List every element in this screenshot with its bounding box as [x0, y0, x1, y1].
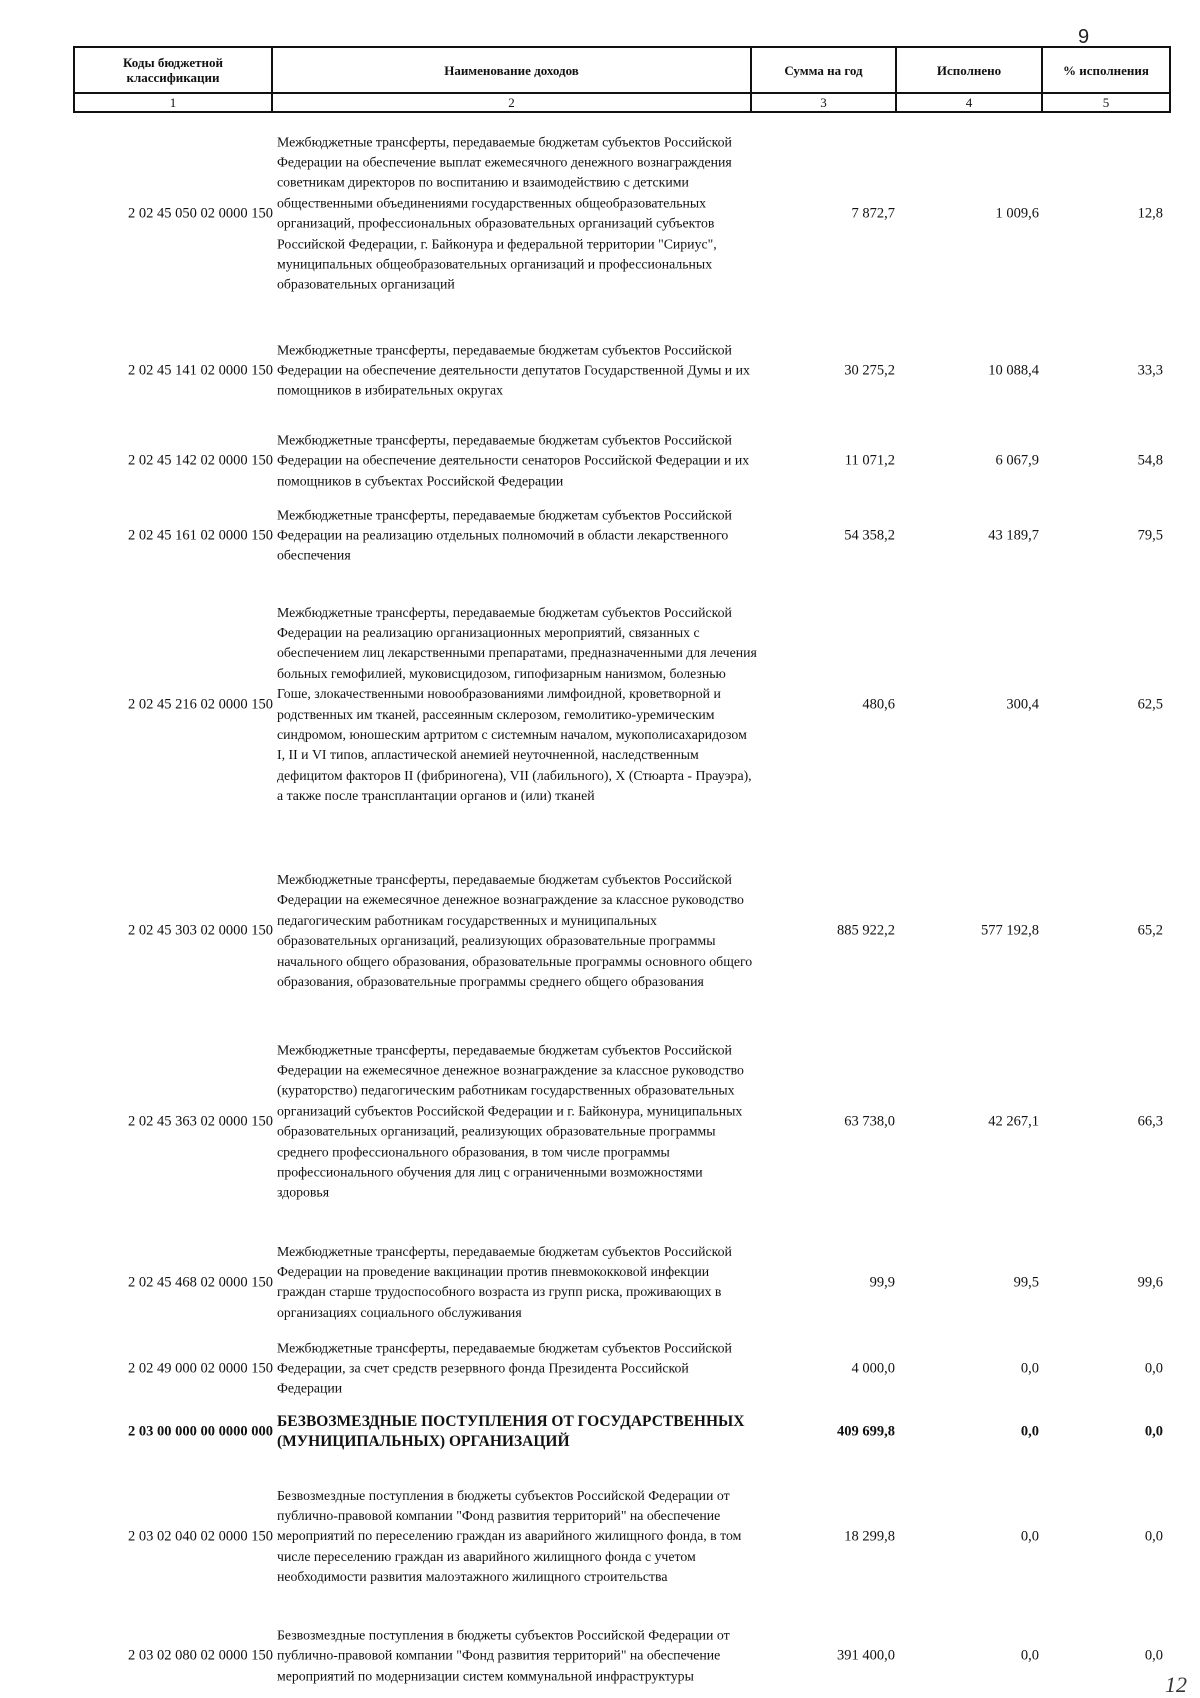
- table-row: [73, 1337, 1169, 1400]
- row-name: Межбюджетные трансферты, передаваемые бюджетам субъектов Российской Федерации, за счет средств резервного фонда Президента Российской Федерации: [277, 1339, 732, 1396]
- row-name: Безвозмездные поступления в бюджеты субъектов Российской Федерации от публично-правовой компании "Фонд развития территорий" на обеспечение мероприятий по модернизации систем коммунальной инфраструктуры: [277, 1627, 730, 1684]
- row-code: 2 03 02 040 02 0000 150: [128, 1528, 273, 1544]
- row-code: 2 02 45 142 02 0000 150: [128, 452, 273, 469]
- row-percent: 62,5: [1137, 696, 1163, 712]
- header-executed: Исполнено: [896, 47, 1042, 93]
- row-percent: 12,8: [1137, 205, 1163, 221]
- table-row: [73, 1614, 1169, 1698]
- row-annual-sum: 99,9: [869, 1274, 895, 1290]
- row-percent: 66,3: [1137, 1113, 1163, 1129]
- row-code: 2 02 45 468 02 0000 150: [128, 1274, 273, 1290]
- row-annual-sum: 18 299,8: [844, 1528, 895, 1544]
- row-executed: 300,4: [1006, 696, 1039, 712]
- row-name: Межбюджетные трансферты, передаваемые бюджетам субъектов Российской Федерации на реализацию организационных мероприятий, связанных с обеспечением лиц лекарственными препаратами, предназначенными для лечения больных гемофилией, муковисцидозом, гипофизарным нанизмом, болезнью Гоше, злокачественными новообразованиями лимфоидной, кроветворной и родственных им тканей, рассеянным склерозом, гемолитико-уремическим синдромом, юношеским артритом с системным началом, мукополисахаридозом I, II и VI типов, апластической анемией неуточненной, наследственным дефицитом факторов II (фибриногена), VII (лабильного), X (Стюарта - Прауэра), а также после трансплантации органов и (или) тканей: [277, 604, 757, 804]
- row-annual-sum: 409 699,8: [837, 1423, 895, 1440]
- row-code: 2 02 45 141 02 0000 150: [128, 362, 273, 378]
- row-code: 2 02 49 000 02 0000 150: [128, 1360, 273, 1376]
- header-col-number: 5: [1042, 93, 1170, 112]
- row-annual-sum: 30 275,2: [844, 362, 895, 378]
- row-executed: 0,0: [1020, 1423, 1039, 1440]
- row-code: 2 03 00 000 00 0000 000: [128, 1423, 273, 1440]
- table-row: [73, 582, 1169, 827]
- row-annual-sum: 63 738,0: [844, 1113, 895, 1129]
- row-executed: 99,5: [1013, 1274, 1039, 1290]
- header-execution-percent: % исполнения: [1042, 47, 1170, 93]
- row-executed: 0,0: [1020, 1647, 1039, 1664]
- header-codes: Коды бюджетной классификации: [74, 47, 272, 93]
- header-col-number: 2: [272, 93, 751, 112]
- row-name: БЕЗВОЗМЕЗДНЫЕ ПОСТУПЛЕНИЯ ОТ ГОСУДАРСТВЕННЫХ (МУНИЦИПАЛЬНЫХ) ОРГАНИЗАЦИЙ: [277, 1413, 745, 1450]
- header-col-number: 1: [74, 93, 272, 112]
- row-name: Безвозмездные поступления в бюджеты субъектов Российской Федерации от публично-правовой компании "Фонд развития территорий" на обеспечение мероприятий по переселению граждан из аварийного жилищного фонда, в том числе переселению граждан из аварийного жилищного фонда с учетом необходимости развития малоэтажного жилищного строительства: [277, 1487, 742, 1585]
- header-col-number: 4: [896, 93, 1042, 112]
- handwritten-page-mark: 12: [1165, 1672, 1187, 1697]
- row-code: 2 02 45 303 02 0000 150: [128, 922, 273, 939]
- row-name: Межбюджетные трансферты, передаваемые бюджетам субъектов Российской Федерации на ежемесячное денежное вознаграждение за классное руководство (кураторство) педагогическим работникам государственных образовательных организаций субъектов Российской Федерации и г. Байконура, муниципальных образовательных организаций, реализующих образовательные программы среднего профессионального образования, в том числе программы профессионального обучения для лиц с ограниченными возможностями здоровья: [277, 1041, 744, 1200]
- row-percent: 65,2: [1137, 922, 1163, 939]
- row-executed: 0,0: [1020, 1528, 1039, 1544]
- row-annual-sum: 54 358,2: [844, 527, 895, 543]
- row-executed: 577 192,8: [981, 922, 1039, 939]
- row-executed: 0,0: [1020, 1360, 1039, 1376]
- table-header: [73, 46, 1171, 113]
- row-name: Межбюджетные трансферты, передаваемые бюджетам субъектов Российской Федерации на обеспечение деятельности сенаторов Российской Федерации и их помощников в субъектах Российской Федерации: [277, 432, 750, 489]
- row-annual-sum: 480,6: [862, 696, 895, 712]
- table-row: [73, 130, 1169, 297]
- row-annual-sum: 4 000,0: [851, 1360, 895, 1376]
- table-row: [73, 1474, 1169, 1599]
- row-name: Межбюджетные трансферты, передаваемые бюджетам субъектов Российской Федерации на реализацию отдельных полномочий в области лекарственного обеспечения: [277, 506, 732, 563]
- row-name: Межбюджетные трансферты, передаваемые бюджетам субъектов Российской Федерации на проведение вакцинации против пневмококковой инфекции граждан старше трудоспособного возраста из групп риска, проживающих в организациях социального обслуживания: [277, 1243, 732, 1320]
- row-percent: 79,5: [1137, 527, 1163, 543]
- header-name: Наименование доходов: [272, 47, 751, 93]
- row-percent: 0,0: [1144, 1528, 1163, 1544]
- table-row: [73, 339, 1169, 402]
- table-row: [73, 1029, 1169, 1214]
- row-code: 2 02 45 050 02 0000 150: [128, 205, 273, 221]
- row-executed: 1 009,6: [995, 205, 1039, 221]
- row-percent: 99,6: [1137, 1274, 1163, 1290]
- table-row: [73, 1230, 1169, 1335]
- header-annual-sum: Сумма на год: [751, 47, 896, 93]
- row-annual-sum: 391 400,0: [837, 1647, 895, 1664]
- header-col-number: 3: [751, 93, 896, 112]
- row-executed: 43 189,7: [988, 527, 1039, 543]
- row-code: 2 02 45 161 02 0000 150: [128, 527, 273, 543]
- row-name: Межбюджетные трансферты, передаваемые бюджетам субъектов Российской Федерации на ежемесячное денежное вознаграждение за классное руководство педагогическим работникам государственных и муниципальных образовательных организаций, реализующих образовательные программы начального общего образования, образовательные программы основного общего образования, образовательные программы среднего общего образования: [277, 871, 753, 989]
- table-row: [73, 504, 1169, 567]
- row-percent: 0,0: [1144, 1647, 1163, 1664]
- row-code: 2 02 45 216 02 0000 150: [128, 696, 273, 712]
- row-executed: 42 267,1: [988, 1113, 1039, 1129]
- row-percent: 0,0: [1144, 1360, 1163, 1376]
- row-executed: 10 088,4: [988, 362, 1039, 378]
- row-code: 2 03 02 080 02 0000 150: [128, 1647, 273, 1664]
- page-number: 9: [1078, 26, 1090, 48]
- row-annual-sum: 7 872,7: [851, 205, 895, 221]
- table-row: [73, 419, 1169, 503]
- row-annual-sum: 11 071,2: [844, 452, 895, 469]
- row-percent: 0,0: [1144, 1423, 1163, 1440]
- table-row-section-total: [73, 1401, 1169, 1463]
- row-annual-sum: 885 922,2: [837, 922, 895, 939]
- row-percent: 33,3: [1137, 362, 1163, 378]
- row-code: 2 02 45 363 02 0000 150: [128, 1113, 273, 1129]
- row-name: Межбюджетные трансферты, передаваемые бюджетам субъектов Российской Федерации на обеспечение деятельности депутатов Государственной Думы и их помощников в избирательных округах: [277, 341, 750, 398]
- row-percent: 54,8: [1137, 452, 1163, 469]
- row-executed: 6 067,9: [995, 452, 1039, 469]
- table-row: [73, 858, 1169, 1004]
- row-name: Межбюджетные трансферты, передаваемые бюджетам субъектов Российской Федерации на обеспечение выплат ежемесячного денежного вознаграждения советникам директоров по воспитанию и взаимодействию с детскими общественными объединениями государственных общеобразовательных организаций, профессиональных образовательных организаций субъектов Российской Федерации, г. Байконура и федеральной территории "Сириус", муниципальных общеобразовательных организаций и профессиональных образовательных организаций: [277, 133, 732, 292]
